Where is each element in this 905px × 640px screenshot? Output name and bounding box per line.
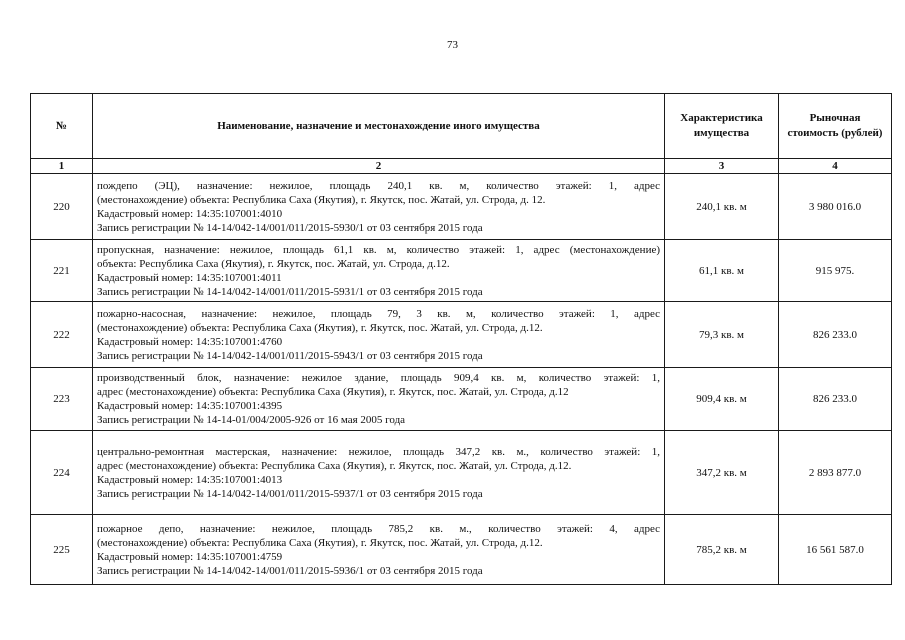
column-number: 4: [779, 159, 892, 174]
header-characteristics: Характеристика имущества: [665, 94, 779, 159]
property-description: [93, 515, 665, 585]
column-number: 2: [93, 159, 665, 174]
description-line: Кадастровый номер: 14:35:107001:4760: [97, 335, 283, 348]
property-description: [93, 174, 665, 240]
column-number-row: [31, 159, 892, 174]
column-number: 1: [31, 159, 93, 174]
property-area: 785,2 кв. м: [665, 515, 779, 585]
table-row: [31, 515, 892, 585]
table-row: [31, 240, 892, 302]
market-value: 16 561 587.0: [779, 515, 892, 585]
property-area: 347,2 кв. м: [665, 431, 779, 515]
property-area: 909,4 кв. м: [665, 368, 779, 431]
table-body: [31, 174, 892, 585]
table-row: [31, 174, 892, 240]
property-description: [93, 240, 665, 302]
description-line: Кадастровый номер: 14:35:107001:4010: [97, 207, 283, 220]
row-number: 223: [31, 368, 93, 431]
description-line: (местонахождение) объекта: Республика Саха (Якутия), г. Якутск, пос. Жатай, ул. Строда, д.12.: [97, 321, 543, 334]
row-number: 221: [31, 240, 93, 302]
column-number: 3: [665, 159, 779, 174]
market-value: 826 233.0: [779, 302, 892, 368]
description-line: Запись регистрации № 14-14/042-14/001/011/2015-5930/1 от 03 сентября 2015 года: [97, 221, 483, 234]
table-header-row: [31, 94, 892, 159]
description-line: производственный блок, назначение: нежилое здание, площадь 909,4 кв. м, количество этажей: 1,: [97, 372, 660, 384]
description-line: Запись регистрации № 14-14/042-14/001/011/2015-5943/1 от 03 сентября 2015 года: [97, 349, 483, 362]
property-description: [93, 431, 665, 515]
description-line: объекта: Республика Саха (Якутия), г. Якутск, пос. Жатай, ул. Строда, д.12.: [97, 257, 450, 270]
property-description: [93, 368, 665, 431]
header-name: Наименование, назначение и местонахождение иного имущества: [93, 94, 665, 159]
description-line: адрес (местонахождение) объекта: Республика Саха (Якутия), г. Якутск, пос. Жатай, ул. Строда, д.12: [97, 386, 569, 398]
property-area: 240,1 кв. м: [665, 174, 779, 240]
row-number: 222: [31, 302, 93, 368]
table-row: [31, 431, 892, 515]
table-row: [31, 368, 892, 431]
market-value: 826 233.0: [779, 368, 892, 431]
description-line: Кадастровый номер: 14:35:107001:4395: [97, 400, 283, 412]
description-line: Запись регистрации № 14-14/042-14/001/011/2015-5936/1 от 03 сентября 2015 года: [97, 564, 483, 577]
page-number: 73: [447, 39, 458, 51]
description-line: Кадастровый номер: 14:35:107001:4013: [97, 473, 283, 486]
market-value: 3 980 016.0: [779, 174, 892, 240]
description-line: (местонахождение) объекта: Республика Саха (Якутия), г. Якутск, пос. Жатай, ул. Строда, д.12.: [97, 536, 543, 549]
row-number: 220: [31, 174, 93, 240]
row-number: 224: [31, 431, 93, 515]
description-line: адрес (местонахождение) объекта: Республика Саха (Якутия), г. Якутск, пос. Жатай, ул. Строда, д.12.: [97, 459, 572, 472]
description-line: пропускная, назначение: нежилое, площадь 61,1 кв. м, количество этажей: 1, адрес (местонахождение): [97, 243, 660, 256]
description-line: пожарное депо, назначение: нежилое, площадь 785,2 кв. м., количество этажей: 4, адрес: [97, 522, 660, 535]
description-line: Запись регистрации № 14-14/042-14/001/011/2015-5931/1 от 03 сентября 2015 года: [97, 285, 483, 298]
header-price: Рыночная стоимость (рублей): [779, 94, 892, 159]
description-line: Запись регистрации № 14-14/042-14/001/011/2015-5937/1 от 03 сентября 2015 года: [97, 487, 483, 500]
description-line: Кадастровый номер: 14:35:107001:4759: [97, 550, 283, 563]
table-row: [31, 302, 892, 368]
market-value: 915 975.: [779, 240, 892, 302]
property-table: [30, 93, 892, 585]
description-line: пожарно-насосная, назначение: нежилое, площадь 79, 3 кв. м, количество этажей: 1, адрес: [97, 307, 660, 320]
description-line: пождепо (ЭЦ), назначение: нежилое, площадь 240,1 кв. м, количество этажей: 1, адрес: [97, 179, 660, 192]
property-description: [93, 302, 665, 368]
property-area: 61,1 кв. м: [665, 240, 779, 302]
property-area: 79,3 кв. м: [665, 302, 779, 368]
market-value: 2 893 877.0: [779, 431, 892, 515]
header-number: №: [31, 94, 93, 159]
description-line: центрально-ремонтная мастерская, назначение: нежилое, площадь 347,2 кв. м., количество этажей: 1,: [97, 445, 660, 458]
description-line: Кадастровый номер: 14:35:107001:4011: [97, 271, 282, 284]
row-number: 225: [31, 515, 93, 585]
description-line: (местонахождение) объекта: Республика Саха (Якутия), г. Якутск, пос. Жатай, ул. Строда, д. 12.: [97, 193, 546, 206]
description-line: Запись регистрации № 14-14-01/004/2005-926 от 16 мая 2005 года: [97, 414, 406, 426]
